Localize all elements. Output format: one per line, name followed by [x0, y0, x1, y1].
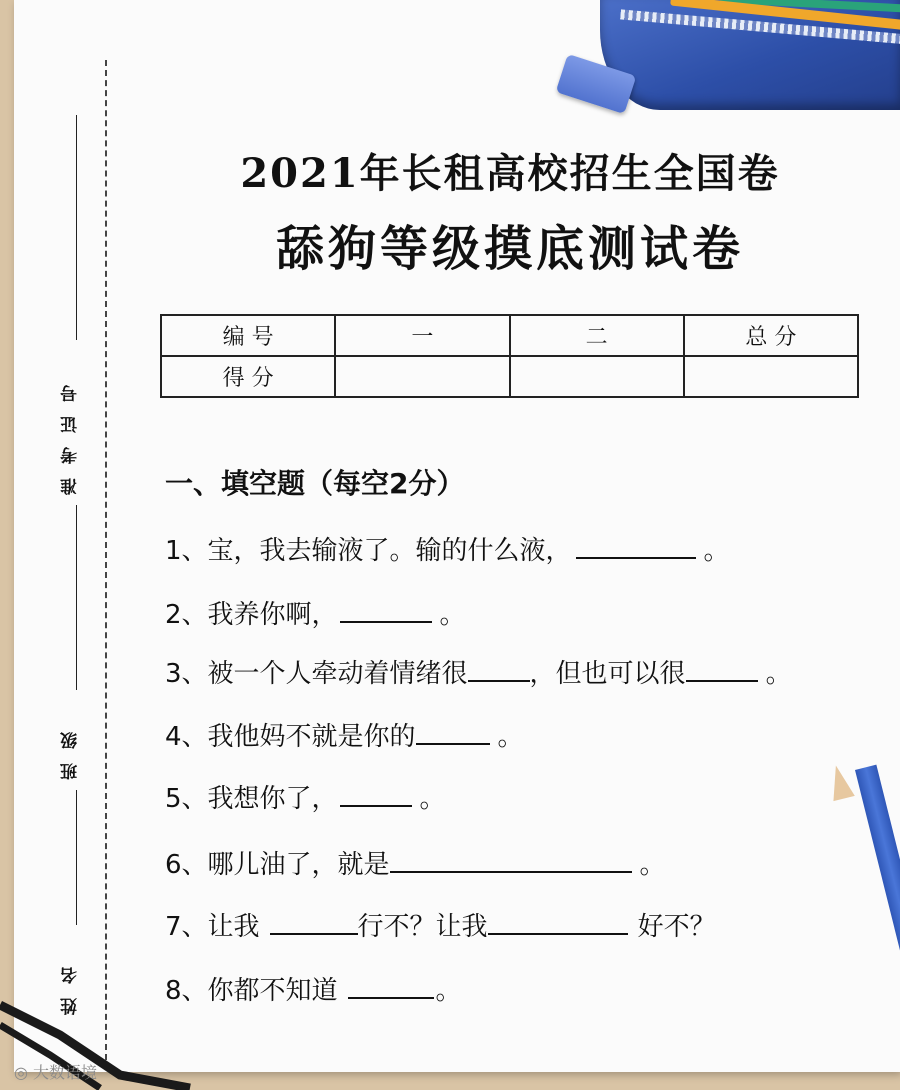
- question-5: [165, 778, 446, 815]
- score-table: [160, 314, 859, 398]
- header-cell-total: 总 分: [684, 315, 858, 356]
- question-1-end: 。: [703, 536, 730, 566]
- question-3-mid: ，但也可以很: [529, 659, 686, 689]
- watermark-icon: ◎: [14, 1063, 34, 1082]
- question-4: [165, 716, 524, 753]
- question-6-blank[interactable]: [390, 845, 632, 873]
- question-1: [165, 530, 730, 567]
- question-3: [165, 653, 792, 690]
- question-5-end: 。: [419, 784, 446, 814]
- binding-dashed-line: [105, 60, 107, 1060]
- question-5-blank[interactable]: [340, 779, 412, 807]
- class-label: 班级: [61, 718, 81, 780]
- question-1-blank[interactable]: [576, 531, 696, 559]
- question-8: [165, 970, 462, 1007]
- score-cell-one[interactable]: [335, 356, 509, 397]
- class-line-bottom: [76, 790, 77, 925]
- question-2-blank[interactable]: [340, 595, 432, 623]
- question-6-text: 6、哪儿油了，就是: [165, 850, 390, 880]
- question-3-blank-1[interactable]: [468, 654, 530, 682]
- exam-title-line1: 2021年长租高校招生全国卷: [240, 150, 780, 197]
- score-row-label: 得 分: [161, 356, 335, 397]
- question-7: [165, 906, 716, 943]
- question-7-blank-1[interactable]: [270, 907, 358, 935]
- watermark-text: 大数语境: [33, 1063, 98, 1082]
- section-title: 一、填空题（每空2分）: [165, 467, 465, 500]
- question-3-blank-2[interactable]: [686, 654, 758, 682]
- score-cell-total[interactable]: [684, 356, 858, 397]
- name-label: 姓名: [61, 953, 81, 1015]
- question-7-end: 好不？: [637, 912, 716, 942]
- question-4-blank[interactable]: [416, 717, 490, 745]
- score-cell-two[interactable]: [510, 356, 684, 397]
- pencil-case-image: [600, 0, 900, 110]
- question-3-text: 3、被一个人牵动着情绪很: [165, 659, 468, 689]
- header-cell-one: 一: [335, 315, 509, 356]
- exam-title-line2: 舔狗等级摸底测试卷: [275, 221, 744, 277]
- header-cell-two: 二: [510, 315, 684, 356]
- header-cell-number: 编 号: [161, 315, 335, 356]
- question-8-blank[interactable]: [348, 971, 434, 999]
- question-5-text: 5、我想你了，: [165, 784, 338, 814]
- question-1-text: 1、宝，我去输液了。输的什么液，: [165, 536, 572, 566]
- question-6: [165, 844, 666, 881]
- question-6-end: 。: [639, 850, 666, 880]
- watermark: [14, 1060, 97, 1083]
- question-4-text: 4、我他妈不就是你的: [165, 722, 416, 752]
- question-3-end: 。: [765, 659, 792, 689]
- question-7-blank-2[interactable]: [488, 907, 628, 935]
- question-4-end: 。: [497, 722, 524, 752]
- question-2-text: 2、我养你啊，: [165, 600, 338, 630]
- question-2: [165, 594, 466, 631]
- score-table-header-row: [161, 315, 858, 356]
- question-7-mid: 行不？让我: [357, 912, 488, 942]
- question-2-end: 。: [439, 600, 466, 630]
- score-table-score-row: [161, 356, 858, 397]
- question-8-text: 8、你都不知道: [165, 976, 338, 1006]
- exam-no-line: [76, 115, 77, 340]
- question-7-text: 7、让我: [165, 912, 260, 942]
- question-8-end: 。: [435, 976, 462, 1006]
- class-line-top: [76, 505, 77, 690]
- exam-no-label: 准考证号: [61, 371, 81, 495]
